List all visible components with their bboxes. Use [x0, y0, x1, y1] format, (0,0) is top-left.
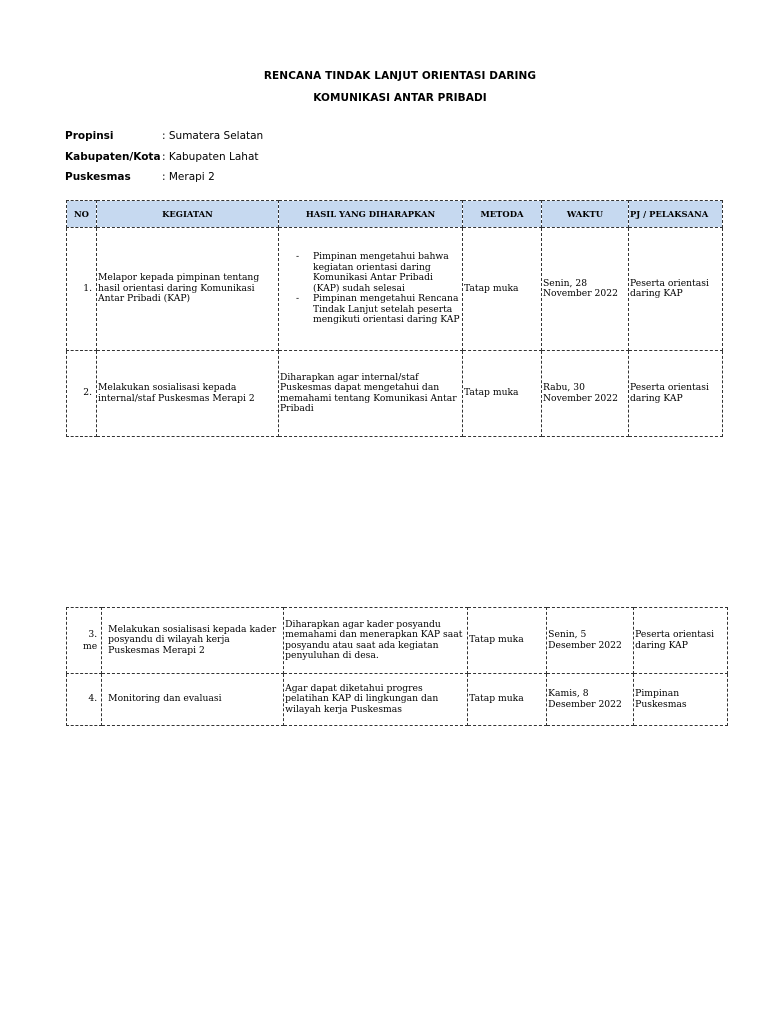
cell-waktu: Kamis, 8 Desember 2022 — [547, 674, 634, 726]
cell-metoda: Tatap muka — [463, 351, 542, 437]
cell-waktu: Senin, 5 Desember 2022 — [547, 608, 634, 674]
document-title: RENCANA TINDAK LANJUT ORIENTASI DARING — [263, 70, 537, 82]
cell-waktu: Senin, 28 November 2022 — [542, 228, 629, 351]
header-no: NO — [67, 201, 97, 228]
cell-kegiatan: Monitoring dan evaluasi — [102, 674, 284, 726]
header-kegiatan: KEGIATAN — [97, 201, 279, 228]
table-header-row — [67, 201, 723, 228]
table-row — [67, 674, 728, 726]
meta-label: Kabupaten/Kota — [65, 151, 161, 163]
list-item: - Pimpinan mengetahui Rencana Tindak Lanjut setelah peserta mengikuti orientasi daring KAP — [296, 293, 460, 326]
table-row — [67, 351, 723, 437]
cell-pj: Peserta orientasi daring KAP — [629, 351, 723, 437]
header-metoda: METODA — [463, 201, 542, 228]
cell-metoda: Tatap muka — [468, 608, 547, 674]
cell-pj: Peserta orientasi daring KAP — [634, 608, 728, 674]
plan-table-continued — [66, 607, 728, 726]
meta-propinsi — [65, 130, 263, 144]
meta-value: : Sumatera Selatan — [162, 130, 264, 142]
cell-no — [67, 608, 102, 674]
cell-waktu: Rabu, 30 November 2022 — [542, 351, 629, 437]
cell-hasil — [279, 228, 463, 351]
meta-value: : Merapi 2 — [162, 171, 215, 183]
meta-kabupaten — [65, 151, 259, 165]
cell-no: 1. — [67, 228, 97, 351]
meta-label: Propinsi — [65, 130, 114, 142]
cell-metoda: Tatap muka — [463, 228, 542, 351]
cell-pj: Pimpinan Puskesmas — [634, 674, 728, 726]
cell-metoda: Tatap muka — [468, 674, 547, 726]
list-item: - Pimpinan mengetahui bahwa kegiatan orientasi daring Komunikasi Antar Pribadi (KAP) sudah selesai — [296, 251, 449, 294]
bullet-marker: - — [296, 293, 300, 305]
row-number-overflow: me — [83, 640, 98, 652]
meta-puskesmas — [65, 171, 215, 185]
cell-hasil: Diharapkan agar internal/staf Puskesmas dapat mengetahui dan memahami tentang Komunikasi Antar Pribadi — [279, 351, 463, 437]
header-hasil: HASIL YANG DIHARAPKAN — [279, 201, 463, 228]
cell-no: 4. — [67, 674, 102, 726]
hasil-bullet-list — [280, 252, 462, 326]
bullet-marker: - — [296, 251, 300, 263]
cell-hasil: Diharapkan agar kader posyandu memahami dan menerapkan KAP saat posyandu atau saat ada kegiatan penyuluhan di desa. — [284, 608, 468, 674]
cell-hasil: Agar dapat diketahui progres pelatihan KAP di lingkungan dan wilayah kerja Puskesmas — [284, 674, 468, 726]
cell-kegiatan: Melapor kepada pimpinan tentang hasil orientasi daring Komunikasi Antar Pribadi (KAP) — [97, 228, 279, 351]
cell-no: 2. — [67, 351, 97, 437]
cell-kegiatan: Melakukan sosialisasi kepada internal/staf Puskesmas Merapi 2 — [97, 351, 279, 437]
document-subtitle: KOMUNIKASI ANTAR PRIBADI — [313, 92, 487, 104]
row-number: 3. — [88, 628, 98, 640]
cell-pj: Peserta orientasi daring KAP — [629, 228, 723, 351]
header-pj: PJ / PELAKSANA — [629, 201, 723, 228]
cell-kegiatan: Melakukan sosialisasi kepada kader posyandu di wilayah kerja Puskesmas Merapi 2 — [102, 608, 284, 674]
table-row — [67, 228, 723, 351]
meta-label: Puskesmas — [65, 171, 131, 183]
plan-table — [66, 200, 723, 437]
meta-value: : Kabupaten Lahat — [162, 151, 259, 163]
table-row — [67, 608, 728, 674]
header-waktu: WAKTU — [542, 201, 629, 228]
